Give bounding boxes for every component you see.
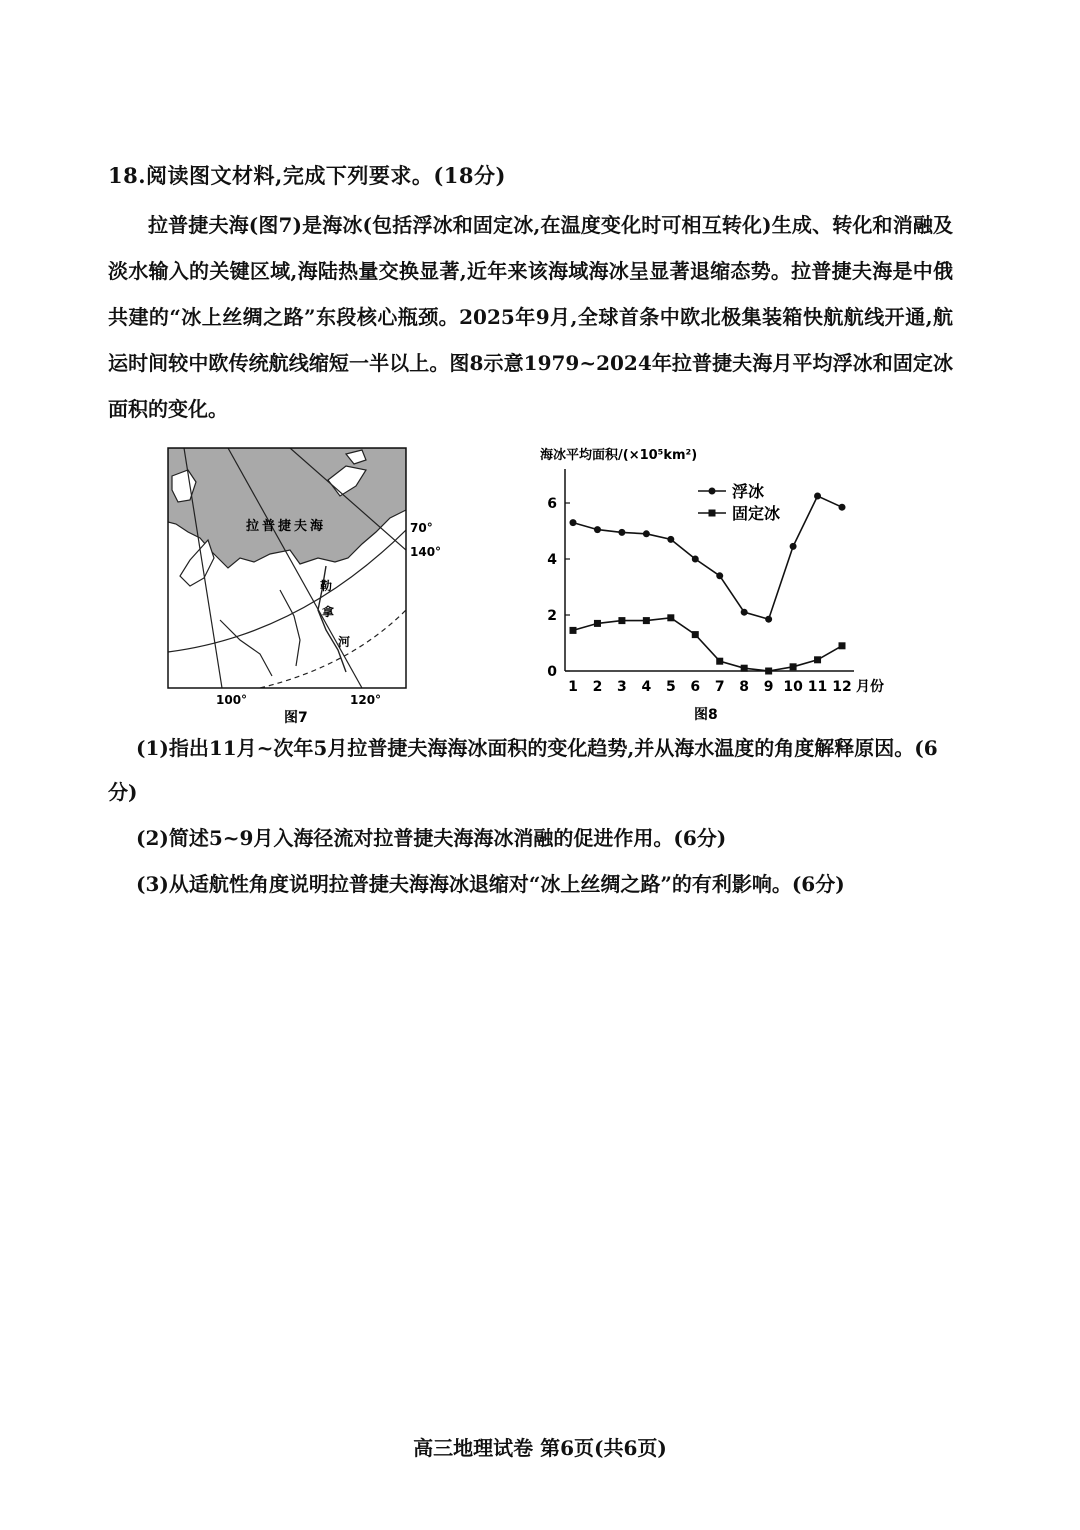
material-paragraph: 拉普捷夫海(图7)是海冰(包括浮冰和固定冰,在温度变化时可相互转化)生成、转化和消融及淡水输入的关键区域,海陆热量交换显著,近年来该海域海冰呈显著退缩态势。拉普捷夫海是中俄共建的“冰上丝绸之路”东段核心瓶颈。2025年9月,全球首条中欧北极集装箱快航航线开通,航运时间较中欧传统航线缩短一半以上。图8示意1979~2024年拉普捷夫海月平均浮冰和固定冰面积的变化。	[108, 213, 953, 421]
y-tick-label: 0	[547, 664, 557, 680]
sub-question-2: (2)简述5~9月入海径流对拉普捷夫海海冰消融的促进作用。(6分)	[136, 826, 727, 850]
x-tick-label: 8	[739, 679, 750, 695]
chart-ylabel: 海冰平均面积/(×10⁵km²)	[540, 448, 698, 463]
legend-marker-2	[709, 510, 716, 517]
figure-7-caption: 图7	[284, 710, 308, 726]
x-tick-label: 1	[568, 679, 578, 695]
series-line-2	[573, 618, 842, 671]
y-tick-label: 6	[547, 496, 557, 512]
legend-label-1: 浮冰	[732, 482, 765, 501]
data-point-2	[643, 617, 650, 624]
y-tick-label: 2	[547, 608, 557, 624]
data-point-2	[814, 656, 821, 663]
y-tick-label: 4	[547, 552, 557, 568]
data-point-2	[594, 620, 601, 627]
figure-8-caption: 图8	[694, 707, 718, 723]
sea-label: 拉普捷夫海	[246, 519, 327, 534]
data-point-1	[692, 556, 699, 563]
chart-marks	[570, 493, 846, 675]
figure-7-map	[150, 440, 450, 740]
chart-axes	[547, 469, 854, 695]
data-point-2	[618, 617, 625, 624]
sub-question-1: (1)指出11月~次年5月拉普捷夫海海冰面积的变化趋势,并从海水温度的角度解释原因。(6分)	[108, 736, 938, 804]
data-point-1	[570, 519, 577, 526]
data-point-1	[790, 543, 797, 550]
x-tick-label: 7	[714, 679, 725, 695]
data-point-2	[570, 627, 577, 634]
data-point-1	[765, 616, 772, 623]
sub-question-3: (3)从适航性角度说明拉普捷夫海海冰退缩对“冰上丝绸之路”的有利影响。(6分)	[136, 872, 845, 896]
question-title: 18.阅读图文材料,完成下列要求。(18分)	[108, 163, 506, 188]
series-line-1	[573, 496, 842, 619]
x-tick-label: 10	[783, 679, 803, 695]
data-point-1	[716, 572, 723, 579]
lat-label: 70°	[410, 521, 433, 535]
x-tick-label: 5	[665, 679, 676, 695]
page-footer: 高三地理试卷 第6页(共6页)	[413, 1436, 667, 1460]
data-point-1	[594, 526, 601, 533]
data-point-1	[667, 536, 674, 543]
data-point-1	[618, 529, 625, 536]
x-tick-label: 11	[807, 679, 828, 695]
data-point-2	[765, 668, 772, 675]
x-tick-label: 9	[763, 679, 774, 695]
data-point-1	[839, 504, 846, 511]
x-tick-label: 6	[690, 679, 701, 695]
data-point-2	[667, 614, 674, 621]
lon-label-140: 140°	[410, 545, 442, 559]
data-point-1	[643, 530, 650, 537]
lon-label-120: 120°	[350, 693, 382, 707]
river-label-2: 拿	[322, 605, 335, 619]
chart-xlabel: 月份	[856, 679, 884, 695]
x-tick-label: 4	[641, 679, 652, 695]
river-label-1: 勒	[320, 579, 333, 593]
data-point-2	[790, 663, 797, 670]
x-tick-label: 12	[832, 679, 852, 695]
data-point-2	[716, 658, 723, 665]
x-tick-label: 2	[592, 679, 603, 695]
data-point-2	[741, 665, 748, 672]
figure-8-chart	[520, 435, 920, 735]
legend-marker-1	[709, 488, 716, 495]
data-point-2	[839, 642, 846, 649]
lon-label-100: 100°	[216, 693, 248, 707]
x-tick-label: 3	[617, 679, 627, 695]
data-point-2	[692, 631, 699, 638]
chart-legend	[698, 482, 780, 523]
data-point-1	[814, 493, 821, 500]
river-label-3: 河	[338, 635, 351, 649]
legend-label-2: 固定冰	[732, 504, 781, 523]
data-point-1	[741, 609, 748, 616]
